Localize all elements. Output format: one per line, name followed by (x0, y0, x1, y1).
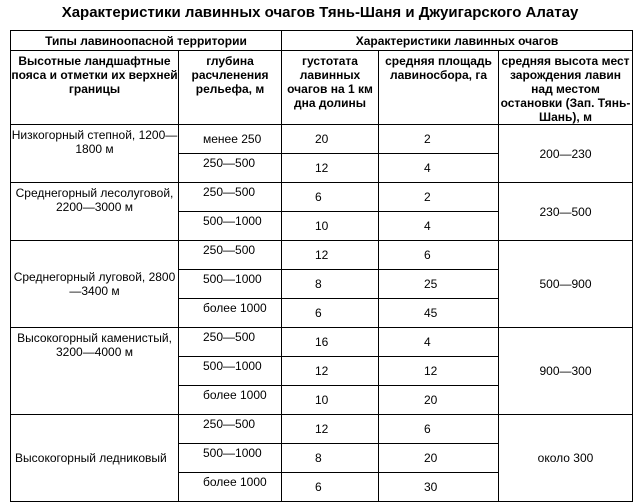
height-cell: 200—230 (499, 125, 633, 183)
depth-cell: более 1000 (179, 473, 282, 502)
density-column-header: густотата лавинных очагов на 1 км дна долины (282, 51, 379, 125)
area-column-header: средняя площадь лавиносбора, га (379, 51, 499, 125)
table-row (11, 125, 633, 154)
table-row (11, 183, 633, 212)
area-cell: 6 (379, 241, 499, 270)
density-cell: 12 (282, 241, 379, 270)
area-cell: 2 (379, 183, 499, 212)
area-cell: 4 (379, 154, 499, 183)
area-cell: 20 (379, 386, 499, 415)
density-cell: 10 (282, 212, 379, 241)
area-cell: 20 (379, 444, 499, 473)
density-cell: 12 (282, 357, 379, 386)
depth-cell: 250—500 (179, 415, 282, 444)
depth-cell: 250—500 (179, 154, 282, 183)
density-cell: 10 (282, 386, 379, 415)
depth-cell: более 1000 (179, 299, 282, 328)
depth-column-header: глубина расчленения рельефа, м (179, 51, 282, 125)
depth-cell: 500—1000 (179, 212, 282, 241)
depth-cell: 500—1000 (179, 357, 282, 386)
area-cell: 30 (379, 473, 499, 502)
table-row (11, 328, 633, 357)
height-cell: 900—300 (499, 328, 633, 415)
density-cell: 8 (282, 270, 379, 299)
density-cell: 6 (282, 183, 379, 212)
density-cell: 16 (282, 328, 379, 357)
density-cell: 6 (282, 473, 379, 502)
zone-name: Высокогорный каменистый, 3200—4000 м (11, 328, 179, 415)
depth-cell: 500—1000 (179, 270, 282, 299)
territory-types-header: Типы лавиноопасной территории (11, 31, 282, 51)
depth-cell: более 1000 (179, 386, 282, 415)
density-cell: 20 (282, 125, 379, 154)
avalanche-table (10, 30, 633, 502)
area-cell: 12 (379, 357, 499, 386)
area-cell: 6 (379, 415, 499, 444)
area-cell: 4 (379, 328, 499, 357)
density-cell: 12 (282, 154, 379, 183)
table-row (11, 415, 633, 444)
zone-column-header: Высотные ландшафтные пояса и отметки их верхней границы (11, 51, 179, 125)
area-cell: 45 (379, 299, 499, 328)
height-cell: 230—500 (499, 183, 633, 241)
table-row (11, 241, 633, 270)
height-cell: около 300 (499, 415, 633, 502)
density-cell: 12 (282, 415, 379, 444)
depth-cell: 500—1000 (179, 444, 282, 473)
table-title: Характеристики лавинных очагов Тянь-Шаня и Джуигарского Алатау (61, 4, 579, 21)
area-cell: 2 (379, 125, 499, 154)
area-cell: 4 (379, 212, 499, 241)
density-cell: 6 (282, 299, 379, 328)
density-cell: 8 (282, 444, 379, 473)
height-column-header: средняя высота мест зарождения лавин над местом остановки (Зап. Тянь-Шань), м (499, 51, 633, 125)
area-cell: 25 (379, 270, 499, 299)
depth-cell: менее 250 (179, 125, 282, 154)
height-cell: 500—900 (499, 241, 633, 328)
zone-name: Низкогорный степной, 1200—1800 м (11, 125, 179, 183)
depth-cell: 250—500 (179, 241, 282, 270)
zone-name: Среднегорный лесолуговой, 2200—3000 м (11, 183, 179, 241)
depth-cell: 250—500 (179, 183, 282, 212)
depth-cell: 250—500 (179, 328, 282, 357)
characteristics-header: Характеристики лавинных очагов (282, 31, 633, 51)
zone-name: Высокогорный ледниковый (11, 415, 179, 502)
zone-name: Среднегорный луговой, 2800—3400 м (11, 241, 179, 328)
